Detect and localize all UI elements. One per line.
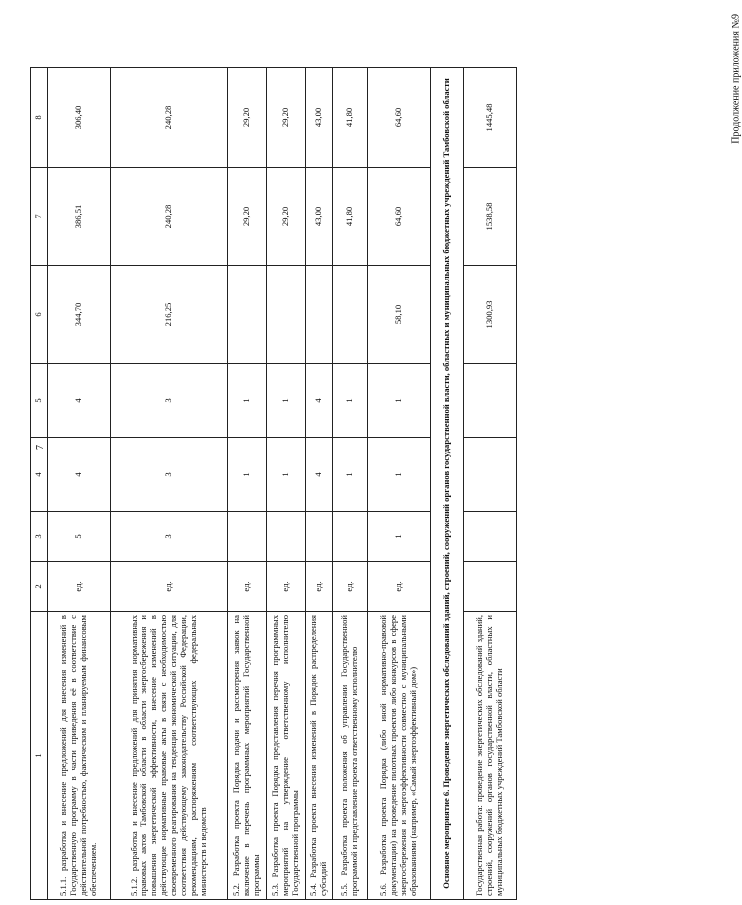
row-unit: ед. <box>267 562 306 612</box>
row-text: Государственная работа: проведение энергетических обследований зданий, строений, сооружений органов государственной власти, областных и муниципальных бюджетных учреждений Тамбовской области <box>464 612 517 900</box>
cell-c7: 1538,58 <box>464 168 517 266</box>
cell-c4: 1 <box>228 438 267 512</box>
col-header: 6 <box>31 266 48 364</box>
cell-c7: 29,20 <box>228 168 267 266</box>
cell-c4: 4 <box>306 438 333 512</box>
cell-c3 <box>306 512 333 562</box>
col-header: 4 <box>31 438 48 512</box>
cell-c8: 43,00 <box>306 68 333 168</box>
col-header: 7 <box>31 168 48 266</box>
table-row <box>48 68 111 900</box>
cell-c3: 5 <box>48 512 111 562</box>
cell-c8: 41,80 <box>333 68 368 168</box>
cell-c6 <box>228 266 267 364</box>
cell-c5: 1 <box>228 364 267 438</box>
table-row <box>306 68 333 900</box>
cell-c5: 4 <box>306 364 333 438</box>
cell-c6 <box>267 266 306 364</box>
cell-c7: 240,28 <box>111 168 228 266</box>
col-header: 5 <box>31 364 48 438</box>
cell-c4: 1 <box>333 438 368 512</box>
rotated-table <box>30 68 588 900</box>
table-row <box>368 68 431 900</box>
table-row <box>267 68 306 900</box>
cell-c4 <box>464 438 517 512</box>
table-row <box>333 68 368 900</box>
row-text: 5.5. Разработка проекта положения об управлении Государственной программой и представление проекта ответственному исполнителю <box>333 612 368 900</box>
page-number: 7 <box>35 445 46 450</box>
table-row <box>111 68 228 900</box>
col-header: 8 <box>31 68 48 168</box>
cell-c5: 1 <box>333 364 368 438</box>
cell-c8: 1445,48 <box>464 68 517 168</box>
cell-c5: 4 <box>48 364 111 438</box>
cell-c8: 29,20 <box>267 68 306 168</box>
cell-c8: 64,60 <box>368 68 431 168</box>
cell-c4: 1 <box>368 438 431 512</box>
cell-c7: 43,00 <box>306 168 333 266</box>
row-unit <box>464 562 517 612</box>
table-row <box>464 68 517 900</box>
row-unit: ед. <box>111 562 228 612</box>
cell-c5 <box>464 364 517 438</box>
cell-c3: 1 <box>368 512 431 562</box>
cell-c6: 344,70 <box>48 266 111 364</box>
cell-c7: 386,51 <box>48 168 111 266</box>
cell-c8: 240,28 <box>111 68 228 168</box>
row-text: 5.3. Разработка проекта Порядка представления перечня программных мероприятий на утверждение ответственному исполнителю Государственной программы <box>267 612 306 900</box>
cell-c8: 29,20 <box>228 68 267 168</box>
cell-c4: 3 <box>111 438 228 512</box>
cell-c6: 216,25 <box>111 266 228 364</box>
cell-c5: 3 <box>111 364 228 438</box>
table-area <box>30 68 588 900</box>
cell-c6 <box>333 266 368 364</box>
cell-c6 <box>306 266 333 364</box>
cell-c4: 4 <box>48 438 111 512</box>
row-unit: ед. <box>333 562 368 612</box>
row-text: 5.2. Разработка проекта Порядка подачи и рассмотрения заявок на включение в перечень программных мероприятий Государственной программы <box>228 612 267 900</box>
cell-c5: 1 <box>368 364 431 438</box>
row-unit: ед. <box>228 562 267 612</box>
row-text: 5.1.2. разработка и внесение предложений для принятия нормативных правовых актов Тамбовской области в области энергосбережения и повышения энергетической эффективности, внесение изменений в действующие нормативные правовые акты в связи с необходимостью своевременного реагирования на тенденции экономической ситуации, для соответствия действующему законодательству Российской Федерации, рекомендациям, распоряжениям соответствующих федеральных министерств и ведомств <box>111 612 228 900</box>
cell-c3 <box>228 512 267 562</box>
continuation-label-box <box>598 14 742 194</box>
cell-c6: 58,10 <box>368 266 431 364</box>
row-text: 5.4. Разработка проекта внесения изменений в Порядок распределения субсидий <box>306 612 333 900</box>
plan-table <box>30 67 517 900</box>
table-row <box>228 68 267 900</box>
col-header: 2 <box>31 562 48 612</box>
section-title: Основное мероприятие 6. Проведение энергетических обследований зданий, строений, сооружений органов государственной власти, областных и муниципальных бюджетных учреждений Тамбовской области <box>431 68 464 900</box>
cell-c5: 1 <box>267 364 306 438</box>
cell-c6: 1300,93 <box>464 266 517 364</box>
col-header: 3 <box>31 512 48 562</box>
row-unit: ед. <box>368 562 431 612</box>
cell-c3 <box>333 512 368 562</box>
continuation-label: Продолжение приложения №9 <box>730 14 742 144</box>
row-text: 5.1.1. разработка и внесение предложений для внесения изменений в Государственную программу в части приведения её в соответствие с действительной потребностью, фактическим и планируемым финансовым обеспечением. <box>48 612 111 900</box>
header-row <box>31 68 48 900</box>
row-unit: ед. <box>48 562 111 612</box>
cell-c3: 3 <box>111 512 228 562</box>
cell-c4: 1 <box>267 438 306 512</box>
row-unit: ед. <box>306 562 333 612</box>
cell-c3 <box>267 512 306 562</box>
col-header: 1 <box>31 612 48 900</box>
cell-c8: 306,40 <box>48 68 111 168</box>
section-row <box>431 68 464 900</box>
cell-c7: 41,80 <box>333 168 368 266</box>
cell-c3 <box>464 512 517 562</box>
row-text: 5.6. Разработка проекта Порядка (либо иной нормативно-правовой документации) на проведение пилотных проектов либо конкурсов в сфере энергосбережения и энергоэффективности совместно с муниципальными образованиями (например, «Самый энергоэффективный дом») <box>368 612 431 900</box>
cell-c7: 29,20 <box>267 168 306 266</box>
cell-c7: 64,60 <box>368 168 431 266</box>
